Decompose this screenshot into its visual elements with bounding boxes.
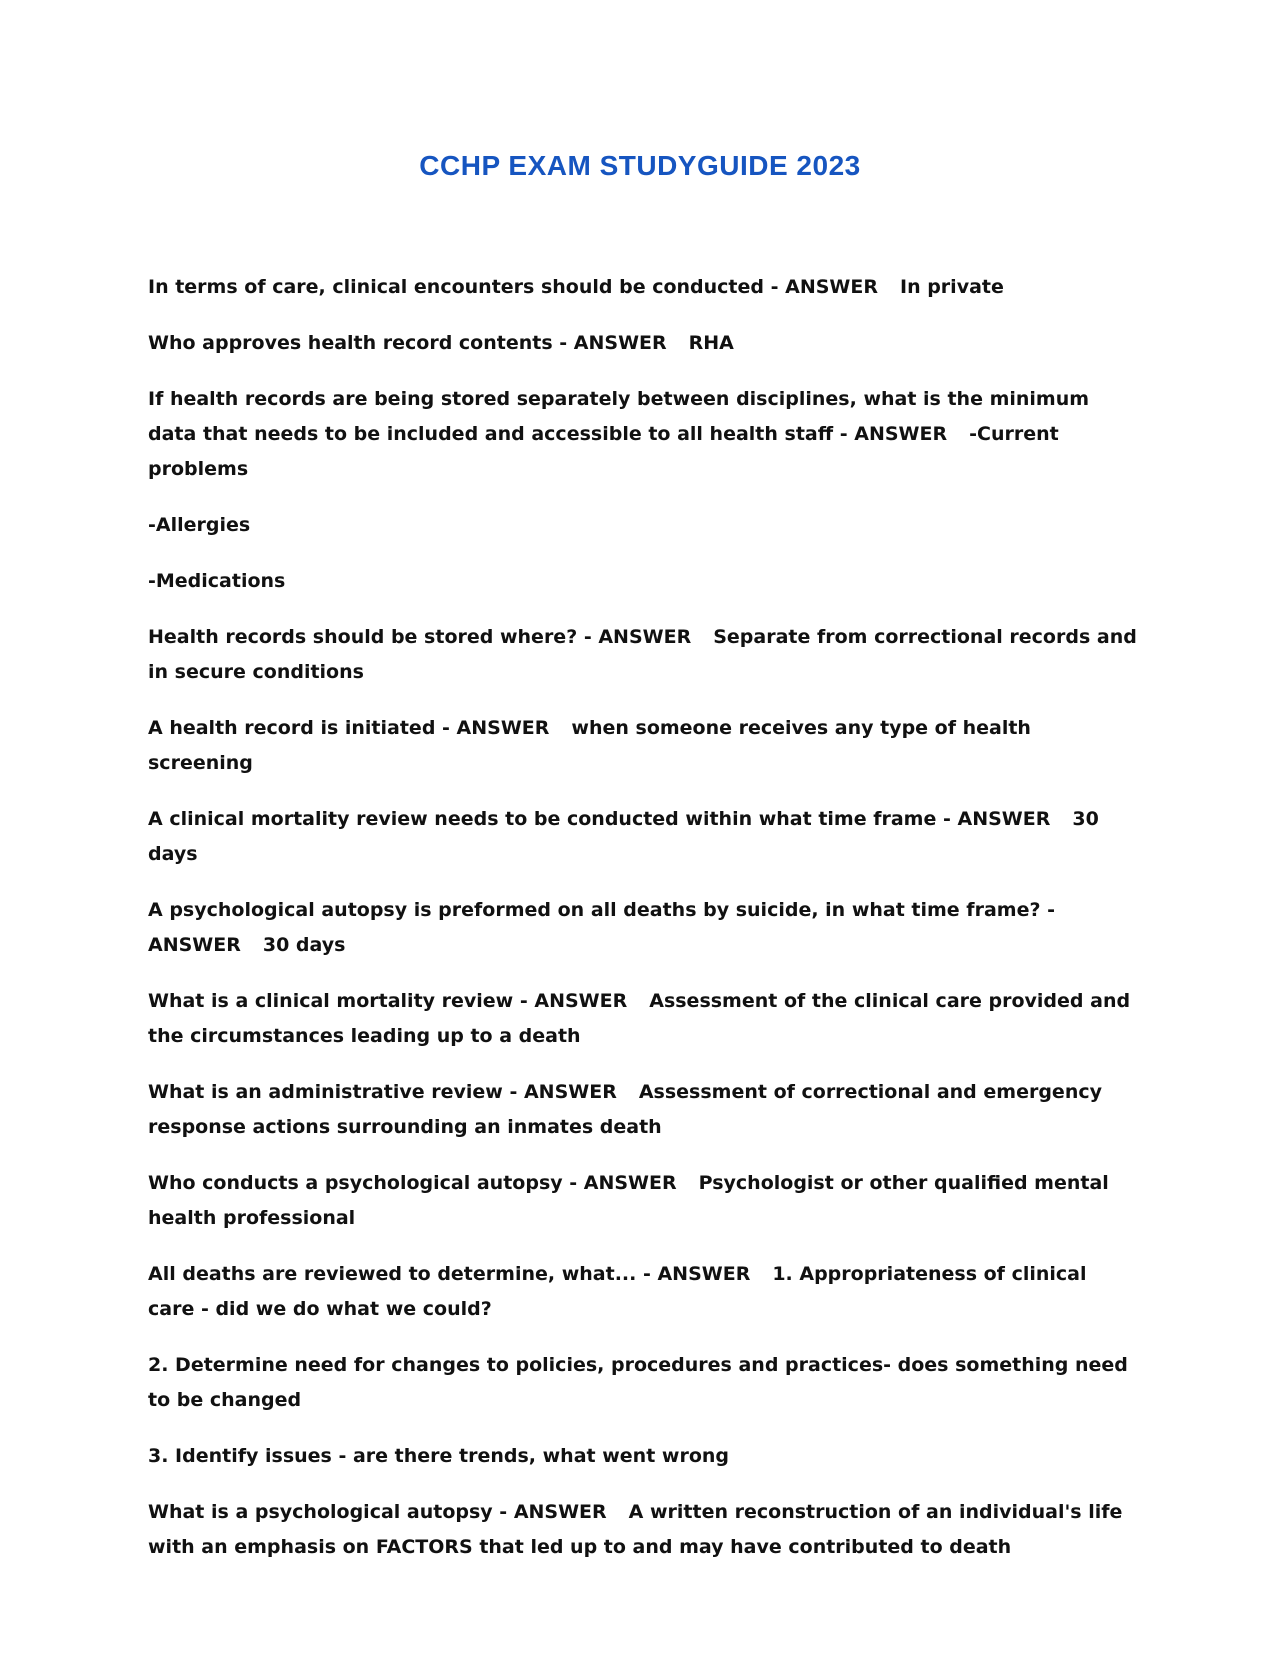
question-text: What is a psychological autopsy bbox=[148, 1501, 493, 1523]
answer-text: In private bbox=[900, 276, 1004, 298]
answer-text: Assessment of the clinical care provided and the circumstances leading up to a death bbox=[148, 990, 1131, 1047]
qa-entry bbox=[148, 1166, 1138, 1236]
qa-entry bbox=[148, 984, 1138, 1054]
qa-entry bbox=[148, 270, 1138, 305]
study-guide-content bbox=[148, 270, 1138, 1586]
answer-label: ANSWER bbox=[598, 626, 692, 648]
answer-label: ANSWER bbox=[523, 1081, 617, 1103]
question-text: A clinical mortality review needs to be conducted within what time frame bbox=[148, 808, 937, 830]
answer-label: ANSWER bbox=[785, 276, 878, 298]
answer-label: ANSWER bbox=[573, 332, 667, 354]
separator: - bbox=[833, 423, 855, 445]
answer-text: when someone receives any type of health screening bbox=[148, 717, 1031, 774]
separator: - bbox=[502, 1081, 524, 1103]
qa-entry bbox=[148, 893, 1138, 963]
answer-label: ANSWER bbox=[957, 808, 1051, 830]
qa-entry bbox=[148, 802, 1138, 872]
separator: - bbox=[936, 808, 958, 830]
separator: - bbox=[1040, 899, 1055, 921]
question-text: A psychological autopsy is preformed on all deaths by suicide, in what time frame? bbox=[148, 899, 1041, 921]
answer-label: ANSWER bbox=[583, 1172, 677, 1194]
answer-label: ANSWER bbox=[657, 1263, 751, 1285]
question-text: If health records are being stored separately between disciplines, what is the minimum data that needs to be included and accessible to all health staff bbox=[148, 388, 1090, 445]
answer-label: ANSWER bbox=[534, 990, 628, 1012]
answer-label: ANSWER bbox=[854, 423, 948, 445]
answer-text: A written reconstruction of an individual's life with an emphasis on FACTORS that led up to and may have contributed to death bbox=[148, 1501, 1123, 1558]
qa-entry bbox=[148, 1495, 1138, 1565]
separator: - bbox=[562, 1172, 584, 1194]
qa-entry bbox=[148, 1075, 1138, 1145]
question-text: All deaths are reviewed to determine, what... bbox=[148, 1263, 637, 1285]
separator: - bbox=[435, 717, 457, 739]
qa-entry bbox=[148, 326, 1138, 361]
question-text: Who conducts a psychological autopsy bbox=[148, 1172, 563, 1194]
answer-text: Separate from correctional records and in secure conditions bbox=[148, 626, 1137, 683]
question-text: Who approves health record contents bbox=[148, 332, 553, 354]
answer-label: ANSWER bbox=[456, 717, 550, 739]
list-item: -Allergies bbox=[148, 514, 251, 536]
qa-entry bbox=[148, 1257, 1138, 1327]
list-item: -Medications bbox=[148, 570, 286, 592]
separator: - bbox=[636, 1263, 658, 1285]
question-text: A health record is initiated bbox=[148, 717, 436, 739]
separator: - bbox=[764, 276, 786, 298]
question-text: In terms of care, clinical encounters should be conducted bbox=[148, 276, 765, 298]
answer-text: 30 days bbox=[148, 808, 1099, 865]
question-text: What is a clinical mortality review bbox=[148, 990, 514, 1012]
answer-text: RHA bbox=[688, 332, 734, 354]
question-text: Health records should be stored where? bbox=[148, 626, 578, 648]
separator: - bbox=[552, 332, 574, 354]
answer-text: Assessment of correctional and emergency response actions surrounding an inmates death bbox=[148, 1081, 1102, 1138]
answer-text: Psychologist or other qualified mental health professional bbox=[148, 1172, 1109, 1229]
question-text: What is an administrative review bbox=[148, 1081, 503, 1103]
separator: - bbox=[492, 1501, 514, 1523]
answer-label: ANSWER bbox=[148, 934, 241, 956]
answer-text: 1. Appropriateness of clinical care - did we do what we could? bbox=[148, 1263, 1087, 1320]
separator: - bbox=[513, 990, 535, 1012]
list-item: 2. Determine need for changes to policies, procedures and practices- does something need to be changed bbox=[148, 1354, 1128, 1411]
qa-entry bbox=[148, 620, 1138, 690]
separator: - bbox=[577, 626, 599, 648]
list-item: 3. Identify issues - are there trends, what went wrong bbox=[148, 1445, 729, 1467]
answer-text: 30 days bbox=[262, 934, 346, 956]
qa-entry bbox=[148, 382, 1138, 487]
document-title: CCHP EXAM STUDYGUIDE 2023 bbox=[419, 150, 861, 181]
answer-text: -Current problems bbox=[148, 423, 1059, 480]
answer-label: ANSWER bbox=[513, 1501, 607, 1523]
qa-entry bbox=[148, 711, 1138, 781]
